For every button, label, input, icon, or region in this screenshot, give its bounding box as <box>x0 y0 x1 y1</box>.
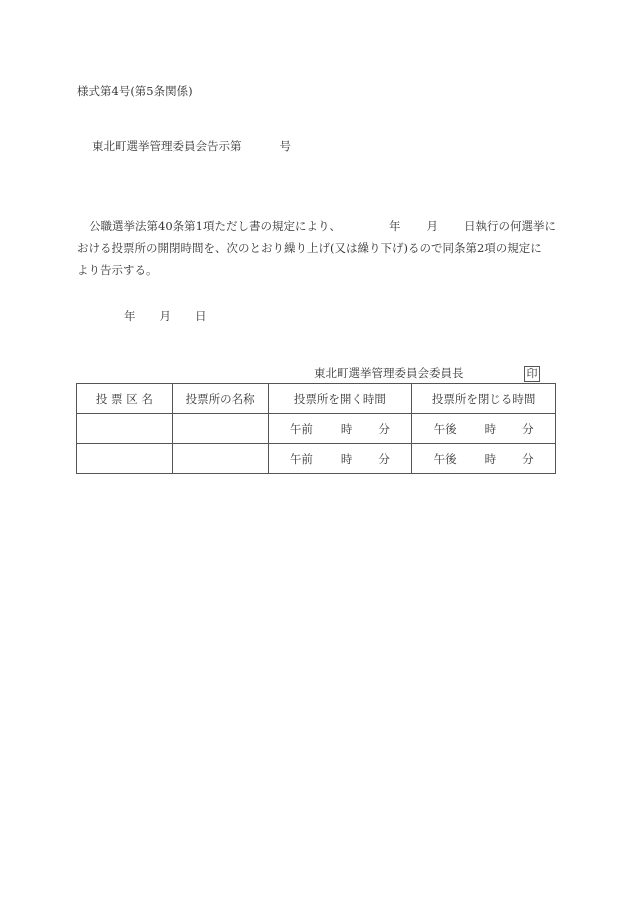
close-hour: 時 <box>484 451 497 466</box>
body-line1b: 日執行の何選挙に <box>463 219 556 233</box>
body-line2: おける投票所の開閉時間を、次のとおり繰り上げ(又は繰り下げ)るので同条第2項の規定に <box>77 241 542 255</box>
header-station-name: 投票所の名称 <box>172 384 268 414</box>
notice-body <box>77 215 557 281</box>
notice-title <box>92 141 291 153</box>
date-day: 日 <box>195 309 207 323</box>
close-minute: 分 <box>522 451 534 466</box>
body-year: 年 <box>388 219 401 233</box>
cell-district[interactable] <box>77 444 173 474</box>
open-hour: 時 <box>340 451 353 466</box>
date-month: 月 <box>159 309 171 323</box>
cell-close-time[interactable] <box>412 414 556 444</box>
open-ampm: 午前 <box>289 451 313 466</box>
cell-open-time[interactable] <box>268 444 412 474</box>
cell-district[interactable] <box>77 414 173 444</box>
open-minute: 分 <box>378 451 390 466</box>
open-minute: 分 <box>378 421 390 436</box>
body-line1a: 公職選挙法第40条第1項ただし書の規定により、 <box>89 219 341 233</box>
close-ampm: 午後 <box>433 451 457 466</box>
table-header-row <box>77 384 556 414</box>
cell-close-time[interactable] <box>412 444 556 474</box>
seal-mark: 印 <box>524 366 540 382</box>
notice-title-prefix: 東北町選挙管理委員会告示第 <box>92 139 242 153</box>
close-ampm: 午後 <box>433 421 457 436</box>
date-line <box>124 311 207 323</box>
polling-hours-table <box>76 383 556 474</box>
form-number: 様式第4号(第5条関係) <box>77 84 193 98</box>
header-district: 投 票 区 名 <box>77 384 173 414</box>
header-close-time: 投票所を閉じる時間 <box>412 384 556 414</box>
cell-station-name[interactable] <box>172 444 268 474</box>
open-ampm: 午前 <box>289 421 313 436</box>
close-hour: 時 <box>484 421 497 436</box>
body-month: 月 <box>426 219 438 233</box>
header-open-time: 投票所を開く時間 <box>268 384 412 414</box>
cell-station-name[interactable] <box>172 414 268 444</box>
notice-title-suffix: 号 <box>279 139 291 153</box>
close-minute: 分 <box>522 421 534 436</box>
cell-open-time[interactable] <box>268 414 412 444</box>
signer-title: 東北町選挙管理委員会委員長 <box>314 366 464 380</box>
table-row <box>77 444 556 474</box>
body-line3: より告示する。 <box>77 263 158 277</box>
open-hour: 時 <box>340 421 353 436</box>
date-year: 年 <box>124 309 136 323</box>
table-row <box>77 414 556 444</box>
